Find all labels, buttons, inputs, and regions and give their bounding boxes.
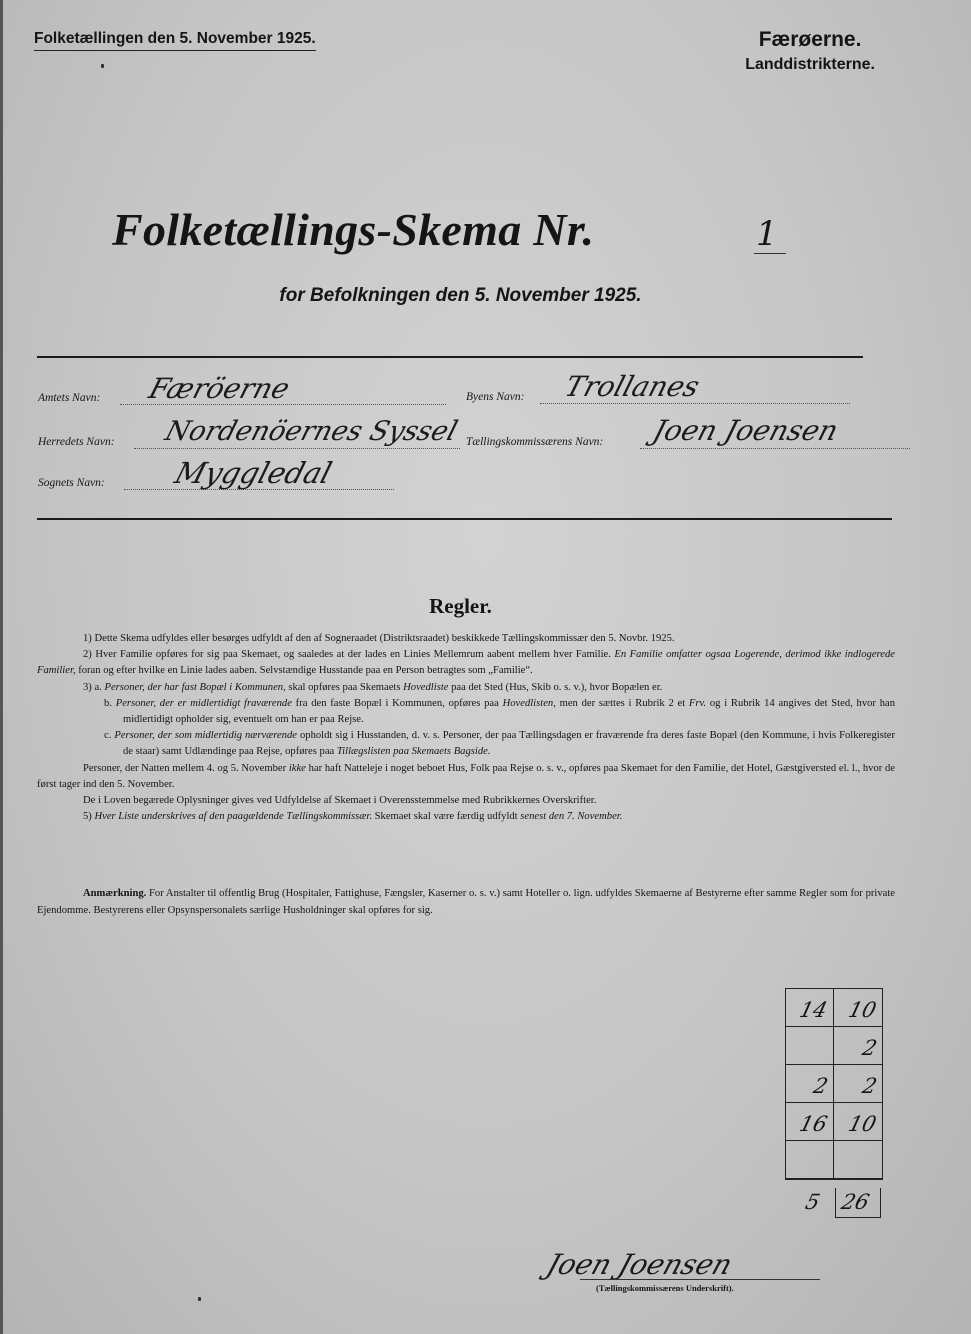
page-edge <box>0 0 3 1334</box>
rule-2: 2) Hver Familie opføres for sig paa Skemaet, og saaledes at der lades en Linies Mellemrum aabent mellem hver Familie. En Familie omfatter ogsaa Logerende, derimod ikke indlogerede Familier, foran og efter hvilke en Linie lades aaben. Selvstændige Husstande paa en Person betragtes som „Familie“. <box>37 649 895 677</box>
rule-6: 5) Hver Liste underskrives af den paagældende Tællingskommissær. Skemaet skal være færdig udfyldt senest den 7. November. <box>83 811 623 823</box>
annotation-note <box>37 886 895 919</box>
rule-3b: b. Personer, der er midlertidigt fraværende fra den faste Bopæl i Kommunen, opføres paa Hovedlisten, men der sættes i Rubrik 2 et Frv. og i Rubrik 14 angives det Sted, hvor han midlertidigt opholder sig, eventuelt om han er paa Rejse. <box>104 697 896 726</box>
tally-cell: 2 <box>834 1027 882 1065</box>
rule-4: Personer, der Natten mellem 4. og 5. November ikke har haft Natteleje i noget beboet Hus, Folk paa Rejse o. s. v., opføres paa Skemaet for den Familie, det Hotel, Gæstgiversted el. l., hvor de først tager ind den 5. November. <box>37 762 895 790</box>
rule-1: 1) Dette Skema udfyldes eller besørges udfyldt af den af Sogneraadet (Distriktsraadet) beskikkede Tællingskommissær den 5. Novbr. 1925. <box>83 633 675 644</box>
tally-cell <box>786 1027 834 1065</box>
census-date-header: Folketællingen den 5. November 1925. <box>34 30 316 51</box>
tally-cell: 16 <box>786 1103 834 1141</box>
note-text: For Anstalter til offentlig Brug (Hospitaler, Fattighuse, Fængsler, Kaserner o. s. v.) samt Hoteller o. lign. udfyldes Skemaerne af Bestyrerne efter samme Regler som for private Ejendomme. Bestyrerens eller Opsynspersonalets særlige Husholdninger skal opføres for sig. <box>37 888 895 916</box>
tally-cell: 14 <box>786 989 834 1027</box>
rule-3c: c. Personer, der som midlertidig nærværende opholdt sig i Husstanden, d. v. s. Personer, der paa Tællingsdagen er fraværende fra deres faste Bopæl (den Kommune, i hvis Folkeregister de staar) samt Udlændinge paa Rejse, opføres paa Tillægslisten paa Skemaets Bagside. <box>104 730 895 758</box>
by-line <box>540 403 850 404</box>
tally-cell: 2 <box>834 1065 882 1103</box>
tally-table <box>785 988 883 1180</box>
rules-text <box>37 631 895 825</box>
sogn-label: Sognets Navn: <box>38 477 105 489</box>
tally-total-left: 5 <box>803 1190 823 1214</box>
region-header <box>745 28 875 74</box>
tally-cell: 10 <box>834 1103 882 1141</box>
rules-heading: Regler. <box>429 594 492 618</box>
signature: Joen Joensen <box>542 1248 737 1281</box>
by-label: Byens Navn: <box>466 391 525 403</box>
region-name: Færøerne. <box>758 28 862 51</box>
form-subtitle: for Befolkningen den 5. November 1925. <box>279 285 642 306</box>
tally-total-right: 26 <box>839 1190 872 1214</box>
top-divider <box>37 356 863 358</box>
kommissaer-label: Tællingskommissærens Navn: <box>466 436 604 448</box>
tally-cell: 2 <box>786 1065 834 1103</box>
signature-line <box>580 1279 820 1280</box>
herred-line <box>134 448 460 449</box>
signature-caption: (Tællingskommissærens Underskrift). <box>596 1283 734 1293</box>
kommissaer-line <box>640 448 910 449</box>
tally-cell: 10 <box>834 989 882 1027</box>
form-number: 1 <box>756 214 778 254</box>
amt-value: Færöerne <box>145 372 294 405</box>
by-value: Trollanes <box>561 370 704 403</box>
ink-speck <box>198 1297 201 1301</box>
form-number-line <box>754 253 786 254</box>
herred-label: Herredets Navn: <box>38 436 115 448</box>
tally-cell <box>834 1141 882 1179</box>
rule-5: De i Loven begærede Oplysninger gives ved Udfyldelse af Skemaet i Overensstemmelse med Rubrikkernes Overskrifter. <box>83 795 597 807</box>
sogn-value: Myggledal <box>171 456 336 490</box>
bottom-divider <box>37 518 892 520</box>
note-label: Anmærkning. <box>83 888 147 899</box>
ink-speck <box>101 64 104 68</box>
amt-label: Amtets Navn: <box>38 392 101 404</box>
district-name: Landdistrikterne. <box>745 56 875 73</box>
form-title: Folketællings-Skema Nr. <box>112 204 595 255</box>
herred-value: Nordenöernes Syssel <box>161 416 461 447</box>
tally-cell <box>786 1141 834 1179</box>
kommissaer-value: Joen Joensen <box>649 414 842 447</box>
rule-3a: 3) a. Personer, der har fast Bopæl i Kommunen, skal opføres paa Skemaets Hovedliste paa det Sted (Hus, Skib o. s. v.), hvor Bopælen er. <box>83 681 663 693</box>
